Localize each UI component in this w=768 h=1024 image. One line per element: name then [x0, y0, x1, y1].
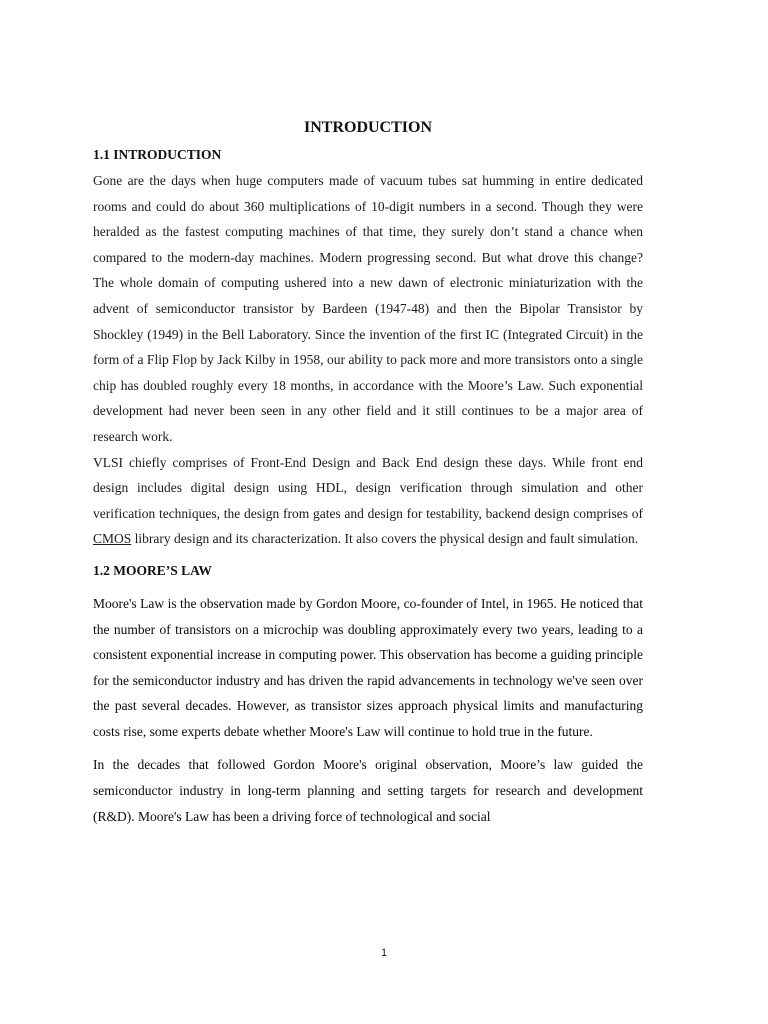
section-heading-moores-law: 1.2 MOORE’S LAW	[93, 562, 212, 578]
paragraph-vlsi	[93, 450, 643, 552]
cmos-link[interactable]: CMOS	[93, 531, 132, 547]
paragraph-vlsi-text-start: VLSI chiefly comprises of Front-End Design and Back End design these days. While front end design includes digital design using HDL, design verification through simulation and other verification techniques, the design from gates and design for testability, backend design comprises of	[93, 454, 643, 521]
page-number: 1	[380, 947, 388, 959]
paragraph-moores-law-observation: Moore's Law is the observation made by Gordon Moore, co-founder of Intel, in 1965. He noticed that the number of transistors on a microchip was doubling approximately every two years, leading to a consistent exponential increase in computing power. This observation has become a guiding principle for the semiconductor industry and has driven the rapid advancements in technology we've seen over the past several decades. However, as transistor sizes approach physical limits and manufacturing costs rise, some experts debate whether Moore's Law will continue to hold true in the future.	[93, 595, 643, 739]
section-heading-introduction: 1.1 INTRODUCTION	[93, 147, 222, 162]
document-title: INTRODUCTION	[303, 119, 432, 136]
paragraph-moores-law-history: In the decades that followed Gordon Moore's original observation, Moore’s law guided the semiconductor industry in long-term planning and setting targets for research and development (R&D). Moore's Law has been a driving force of technological and social	[93, 757, 643, 824]
paragraph-vlsi-text-end: library design and its characterization. It also covers the physical design and fault simulation.	[131, 531, 639, 547]
paragraph-introduction: Gone are the days when huge computers made of vacuum tubes sat humming in entire dedicated rooms and could do about 360 multiplications of 10-digit numbers in a second. Though they were heralded as the fastest computing machines of that time, they surely don’t stand a chance when compared to the modern-day machines. Modern progressing second. But what drove this change? The whole domain of computing ushered into a new dawn of electronic miniaturization with the advent of semiconductor transistor by Bardeen (1947-48) and then the Bipolar Transistor by Shockley (1949) in the Bell Laboratory. Since the invention of the first IC (Integrated Circuit) in the form of a Flip Flop by Jack Kilby in 1958, our ability to pack more and more transistors onto a single chip has doubled roughly every 18 months, in accordance with the Moore’s Law. Such exponential development had never been seen in any other field and it still continues to be a major area of research work.	[93, 173, 643, 444]
page-content	[93, 116, 643, 829]
